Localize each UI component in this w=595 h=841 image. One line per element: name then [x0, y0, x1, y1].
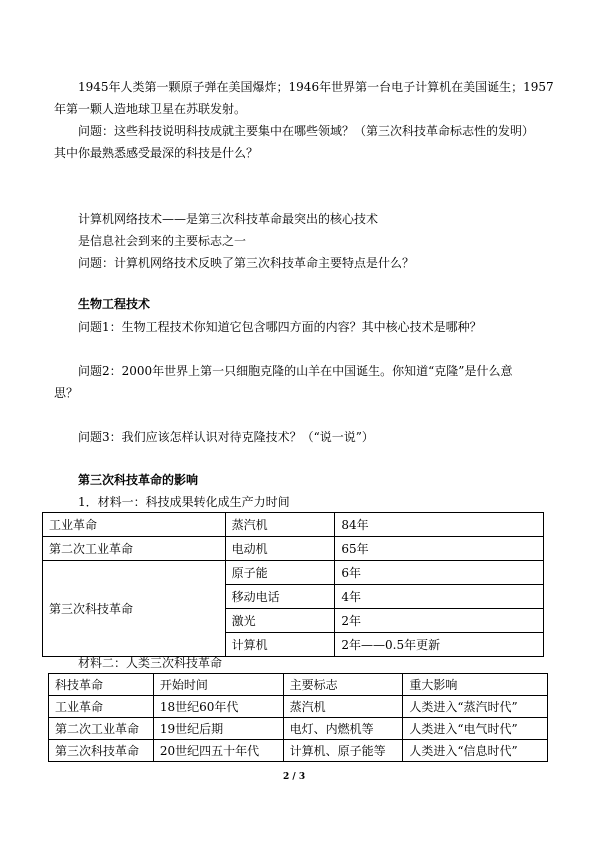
table-header-row	[49, 674, 548, 696]
table-row	[43, 513, 544, 537]
section-heading: 第三次科技革命的影响	[78, 473, 199, 487]
table-cell: 计算机	[225, 633, 335, 657]
table-row	[49, 718, 548, 740]
table-cell: 工业革命	[49, 696, 154, 718]
table-cell: 蒸汽机	[283, 696, 403, 718]
paragraph-line: 年第一颗人造地球卫星在苏联发射。	[54, 102, 247, 116]
table-cell: 第三次科技革命	[43, 561, 226, 657]
table-cell: 人类进入“信息时代”	[403, 740, 548, 762]
question-line: 问题：计算机网络技术反映了第三次科技革命主要特点是什么？	[78, 256, 415, 270]
table-cell: 人类进入“蒸汽时代”	[403, 696, 548, 718]
table-cell: 第二次工业革命	[49, 718, 154, 740]
table-cell: 人类进入“电气时代”	[403, 718, 548, 740]
question-line: 思？	[54, 386, 79, 400]
table-cell: 19世纪后期	[153, 718, 283, 740]
table-row	[43, 561, 544, 585]
table-cell: 4年	[335, 585, 544, 609]
table-cell: 蒸汽机	[225, 513, 335, 537]
material-caption: 材料二：人类三次科技革命	[78, 656, 223, 670]
table-cell: 电灯、内燃机等	[283, 718, 403, 740]
table-row	[43, 537, 544, 561]
table-cell: 2年	[335, 609, 544, 633]
question-line: 问题1：生物工程技术你知道它包含哪四方面的内容？其中核心技术是哪种？	[78, 320, 482, 334]
table-cell: 第二次工业革命	[43, 537, 226, 561]
table-cell: 移动电话	[225, 585, 335, 609]
table-cell: 第三次科技革命	[49, 740, 154, 762]
paragraph-line: 计算机网络技术——是第三次科技革命最突出的核心技术	[78, 212, 379, 226]
table-row	[49, 696, 548, 718]
table-row	[49, 740, 548, 762]
material-caption: 1．材料一：科技成果转化成生产力时间	[78, 495, 290, 509]
table-header-cell: 重大影响	[403, 674, 548, 696]
paragraph-line: 1945年人类第一颗原子弹在美国爆炸；1946年世界第一台电子计算机在美国诞生；1957	[78, 80, 554, 94]
revolutions-table	[48, 673, 548, 762]
question-line: 问题3：我们应该怎样认识对待克隆技术？（“说一说”）	[78, 430, 374, 444]
table-cell: 电动机	[225, 537, 335, 561]
table-cell: 6年	[335, 561, 544, 585]
table-cell: 计算机、原子能等	[283, 740, 403, 762]
table-cell: 2年——0.5年更新	[335, 633, 544, 657]
table-cell: 84年	[335, 513, 544, 537]
conversion-time-table	[42, 512, 544, 657]
table-cell: 65年	[335, 537, 544, 561]
table-cell: 20世纪四五十年代	[153, 740, 283, 762]
question-line: 问题2：2000年世界上第一只细胞克隆的山羊在中国诞生。你知道“克隆”是什么意	[78, 364, 513, 378]
table-cell: 原子能	[225, 561, 335, 585]
table-header-cell: 开始时间	[153, 674, 283, 696]
table-header-cell: 科技革命	[49, 674, 154, 696]
question-line: 其中你最熟悉感受最深的科技是什么？	[54, 146, 259, 160]
question-line: 问题：这些科技说明科技成就主要集中在哪些领域？（第三次科技革命标志性的发明）	[78, 124, 535, 138]
table-cell: 激光	[225, 609, 335, 633]
section-heading: 生物工程技术	[78, 297, 151, 311]
table-cell: 18世纪60年代	[153, 696, 283, 718]
table-header-cell: 主要标志	[283, 674, 403, 696]
page-number: 2 / 3	[283, 772, 306, 782]
table-cell: 工业革命	[43, 513, 226, 537]
paragraph-line: 是信息社会到来的主要标志之一	[78, 234, 247, 248]
